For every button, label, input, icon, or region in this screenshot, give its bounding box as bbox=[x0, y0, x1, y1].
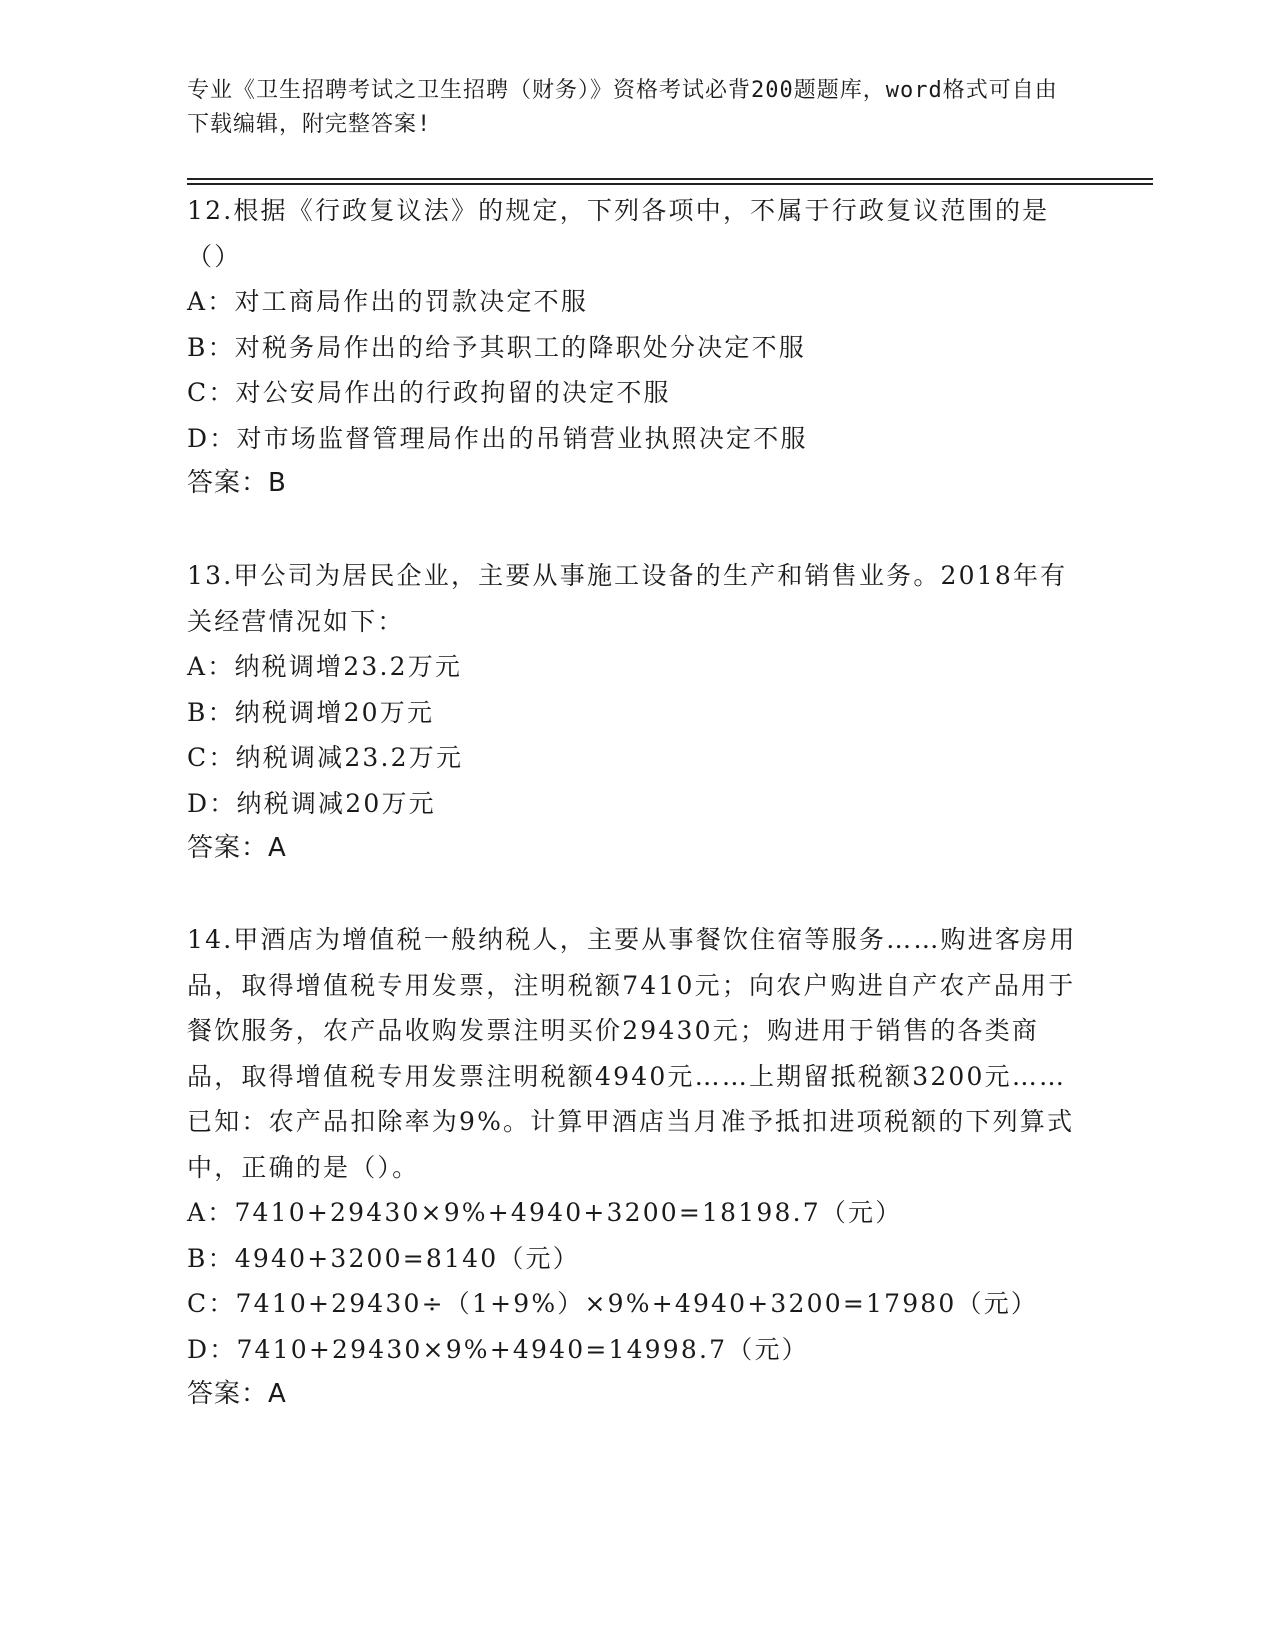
question-stem: 13.甲公司为居民企业，主要从事施工设备的生产和销售业务。2018年有关经营情况如下： bbox=[187, 561, 1068, 636]
option-a: A：纳税调增23.2万元 bbox=[187, 652, 463, 681]
question-stem: 14.甲酒店为增值税一般纳税人，主要从事餐饮住宿等服务……购进客房用品，取得增值税专用发票，注明税额7410元；向农户购进自产农产品用于餐饮服务，农产品收购发票注明买价29430元；购进用于销售的各类商品，取得增值税专用发票注明税额4940元……上期留抵税额3200元……已知：农产品扣除率为9%。计算甲酒店当月准予抵扣进项税额的下列算式中，正确的是（）。 bbox=[187, 925, 1077, 1182]
option-b: B：对税务局作出的给予其职工的降职处分决定不服 bbox=[187, 332, 806, 362]
answer-text: 答案：B bbox=[187, 468, 287, 498]
option-d: D：纳税调减20万元 bbox=[187, 788, 436, 818]
option-c: C：7410+29430÷（1+9%）×9%+4940+3200=17980（元） bbox=[187, 1289, 1039, 1318]
document-header: 专业《卫生招聘考试之卫生招聘（财务）》资格考试必背200题题库，word格式可自由下载编辑，附完整答案! bbox=[187, 78, 1058, 137]
question-stem: 12.根据《行政复议法》的规定，下列各项中，不属于行政复议范围的是（） bbox=[187, 196, 1050, 271]
question-12 bbox=[187, 188, 1087, 507]
header-rule-bottom bbox=[187, 183, 1153, 185]
question-14 bbox=[187, 917, 1087, 1418]
answer-text: 答案：A bbox=[187, 833, 287, 863]
question-13 bbox=[187, 553, 1087, 872]
answer-text: 答案：A bbox=[187, 1379, 287, 1409]
option-d: D：7410+29430×9%+4940=14998.7（元） bbox=[187, 1334, 809, 1364]
option-d: D：对市场监督管理局作出的吊销营业执照决定不服 bbox=[187, 423, 808, 453]
option-c: C：对公安局作出的行政拘留的决定不服 bbox=[187, 378, 671, 407]
option-b: B：纳税调增20万元 bbox=[187, 697, 435, 727]
option-b: B：4940+3200=8140（元） bbox=[187, 1243, 580, 1273]
option-c: C：纳税调减23.2万元 bbox=[187, 743, 464, 772]
header-rule-top bbox=[187, 178, 1153, 180]
option-a: A：7410+29430×9%+4940+3200=18198.7（元） bbox=[187, 1198, 903, 1227]
option-a: A：对工商局作出的罚款决定不服 bbox=[187, 287, 589, 316]
